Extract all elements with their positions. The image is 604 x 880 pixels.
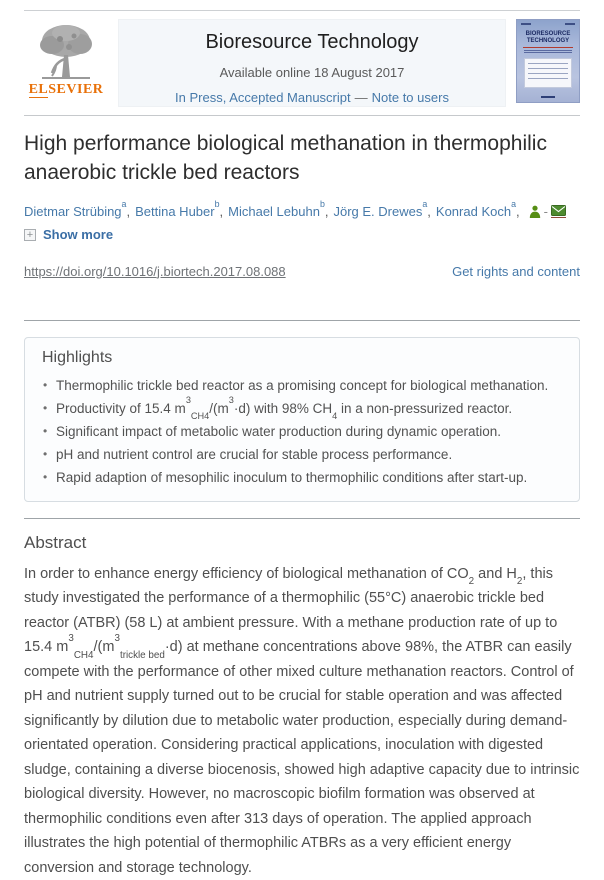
author-link-huber[interactable]: Bettina Huber$^b$ bbox=[135, 204, 219, 219]
email-icon[interactable] bbox=[551, 205, 566, 218]
abstract-text: In order to enhance energy efficiency of biological methanation of $CO_2$ and $H_2$, this study investigated the performance of a thermophilic (55°C) anaerobic trickle bed reactor (ATBR) (58 L) at ambient pressure. With a methane production rate of up to 15.4 $m^3_{CH4}/(m^3_{trickle bed}\cdot d)$ at methane concentrations above 98%, the ATBR can easily compete with the performance of other mixed culture methanation reactors. Control of pH and nutrient supply turned out to be crucial for stable operation and was affected significantly by dilution due to metabolic water production, especially during demand-orientated operation. Considering practical applications, inoculation with digested sludge, containing a diverse biocenosis, showed high adaptive capacity due to intrinsic biological diversity. However, no macroscopic biofilm formation was observed at thermophilic conditions even after 313 days of operation. The applied approach illustrates the high potential of thermophilic ATBRs as a very efficient energy conversion and storage technology. bbox=[24, 562, 580, 880]
corresponding-author-icon bbox=[529, 205, 541, 218]
highlights-list bbox=[42, 374, 562, 489]
journal-header bbox=[24, 19, 580, 107]
author-separator: , bbox=[516, 204, 520, 219]
section-divider bbox=[24, 320, 580, 321]
section-divider bbox=[24, 518, 580, 519]
author-separator: , bbox=[220, 204, 224, 219]
author-link-drewes[interactable]: Jörg E. Drewes$^a$ bbox=[333, 204, 427, 219]
show-more-button[interactable] bbox=[24, 227, 113, 242]
journal-cover-thumbnail[interactable] bbox=[516, 19, 580, 103]
status-separator: — bbox=[355, 90, 368, 105]
cover-journal-title: BIORESOURCE TECHNOLOGY bbox=[517, 31, 579, 45]
highlight-item: • pH and nutrient control are crucial for stable process performance. bbox=[42, 443, 562, 466]
cover-figure-box bbox=[524, 58, 572, 88]
get-rights-link[interactable]: Get rights and content bbox=[452, 264, 580, 279]
note-to-users-link[interactable]: Note to users bbox=[372, 90, 449, 105]
manuscript-status-line bbox=[119, 90, 505, 105]
highlights-heading: Highlights bbox=[42, 349, 562, 367]
show-more-label: Show more bbox=[43, 227, 113, 242]
author-list bbox=[24, 204, 580, 219]
author-separator: , bbox=[325, 204, 329, 219]
author-separator: , bbox=[126, 204, 130, 219]
available-online-date: Available online 18 August 2017 bbox=[119, 65, 505, 80]
cover-volume-line bbox=[521, 23, 575, 27]
elsevier-logo[interactable] bbox=[24, 19, 108, 107]
doi-row bbox=[24, 264, 580, 279]
top-divider bbox=[24, 10, 580, 11]
doi-link[interactable]: https://doi.org/10.1016/j.biortech.2017.08.088 bbox=[24, 264, 286, 279]
journal-banner bbox=[118, 19, 506, 107]
highlight-item: • Thermophilic trickle bed reactor as a promising concept for biological methanation. bbox=[42, 374, 562, 397]
abstract-heading: Abstract bbox=[24, 533, 580, 553]
author-link-lebuhn[interactable]: Michael Lebuhn$^b$ bbox=[228, 204, 325, 219]
article-page bbox=[0, 10, 604, 880]
author-separator: , bbox=[427, 204, 431, 219]
author-link-koch[interactable]: Konrad Koch$^a$ bbox=[436, 204, 516, 219]
elsevier-wordmark: ELSEVIER bbox=[29, 82, 104, 98]
header-divider bbox=[24, 115, 580, 116]
highlight-item: • Productivity of 15.4 $m^3_{CH4}/(m^3\cdot d)$ with 98% $CH_4$ in a non-pressurized reactor. bbox=[42, 397, 562, 420]
expand-icon: + bbox=[24, 229, 36, 241]
highlight-item: • Significant impact of metabolic water production during dynamic operation. bbox=[42, 420, 562, 443]
cover-subtitle-lines bbox=[524, 50, 572, 53]
icon-separator: - bbox=[544, 204, 548, 219]
highlight-item: • Rapid adaption of mesophilic inoculum to thermophilic conditions after start-up. bbox=[42, 466, 562, 489]
elsevier-tree-icon bbox=[30, 21, 102, 81]
journal-title-link[interactable]: Bioresource Technology bbox=[205, 31, 418, 54]
author-link-strubing[interactable]: Dietmar Strübing$^a$ bbox=[24, 204, 126, 219]
highlights-box bbox=[24, 337, 580, 502]
cover-red-rule bbox=[523, 47, 573, 48]
in-press-link[interactable]: In Press, Accepted Manuscript bbox=[175, 90, 351, 105]
article-title: High performance biological methanation in thermophilic anaerobic trickle bed reactors bbox=[24, 129, 580, 187]
abstract-section bbox=[24, 533, 580, 880]
cover-footer-mark bbox=[517, 96, 579, 98]
